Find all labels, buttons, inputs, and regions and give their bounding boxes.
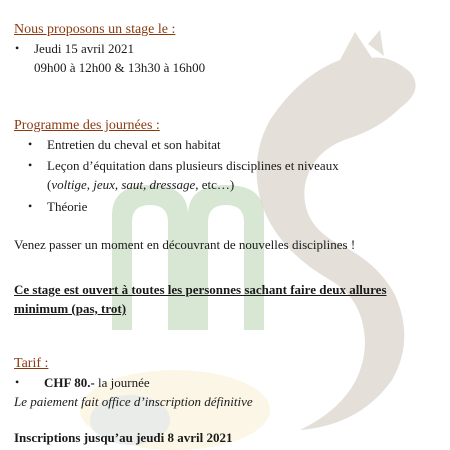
- programme-item-lecon-detail: (voltige, jeux, saut, dressage, etc…): [47, 177, 235, 192]
- bullet-icon: •: [15, 375, 20, 389]
- bullet-icon: •: [28, 137, 33, 151]
- inscriptions-deadline: Inscriptions jusqu’au jeudi 8 avril 2021: [14, 430, 233, 445]
- stage-hours: 09h00 à 12h00 & 13h30 à 16h00: [34, 60, 206, 75]
- programme-heading: Programme des journées :: [14, 118, 160, 133]
- programme-item-lecon: Leçon d’équitation dans plusieurs disciplines et niveaux: [47, 158, 339, 173]
- bullet-icon: •: [15, 41, 20, 55]
- tarif-price: CHF 80.-: [44, 375, 95, 390]
- condition-line-1: Ce stage est ouvert à toutes les personnes sachant faire deux allures: [14, 282, 387, 297]
- tarif-price-unit: la journée: [98, 375, 150, 390]
- bullet-icon: •: [28, 158, 33, 172]
- tarif-note: Le paiement fait office d’inscription définitive: [14, 394, 253, 409]
- tarif-heading: Tarif :: [14, 356, 49, 371]
- stage-date: Jeudi 15 avril 2021: [34, 41, 135, 56]
- stage-heading: Nous proposons un stage le :: [14, 22, 176, 37]
- condition-line-2: minimum (pas, trot): [14, 301, 127, 316]
- invitation-text: Venez passer un moment en découvrant de nouvelles disciplines !: [14, 237, 356, 252]
- programme-item-theorie: Théorie: [47, 199, 88, 214]
- bullet-icon: •: [28, 199, 33, 213]
- tarif-price-line: [44, 375, 150, 391]
- programme-item-entretien: Entretien du cheval et son habitat: [47, 137, 221, 152]
